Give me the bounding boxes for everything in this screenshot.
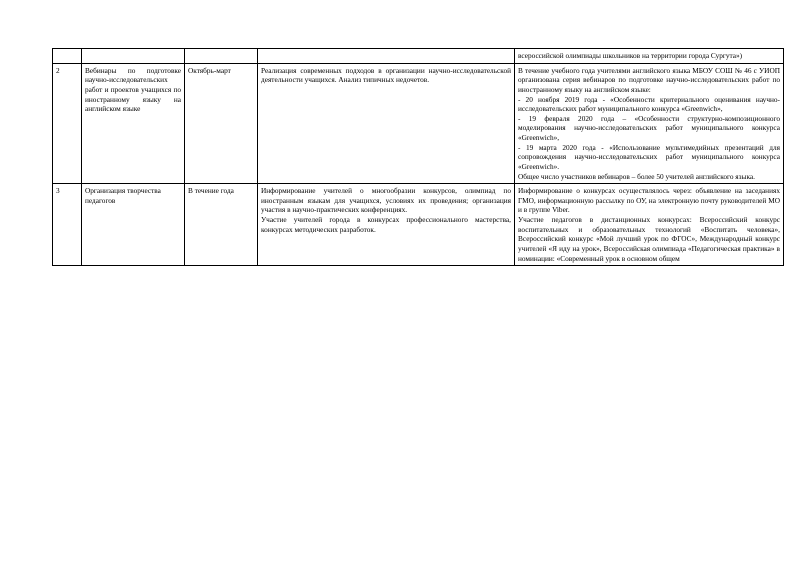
cell-date: В течение года (185, 184, 258, 266)
activities-table (52, 48, 784, 266)
cell-number: 2 (53, 63, 82, 184)
table-row (53, 184, 784, 266)
cell-description (258, 49, 515, 64)
cell-result: всероссийской олимпиады школьников на территории города Сургута») (515, 49, 784, 64)
cell-date: Октябрь-март (185, 63, 258, 184)
cell-description: Информирование учителей о многообразии конкурсов, олимпиад по иностранным языкам для учащихся, условиях их проведения; организация участия в научно-практических конференциях. Участие учителей города в конкурсах профессионального мастерства, конкурсах методических разработок. (258, 184, 515, 266)
cell-activity-name: Организация творчества педагогов (82, 184, 185, 266)
cell-number: 3 (53, 184, 82, 266)
cell-result: В течение учебного года учителями английского языка МБОУ СОШ № 46 с УИОП организована серия вебинаров по подготовке научно-исследовательских работ по иностранному языку на английском языке: - 20 ноября 2019 года - «Особенности критериального оценивания научно-исследовательских работ муниципального конкурса «Greenwich», - 19 февраля 2020 года – «Особенности структурно-композиционного моделирования научно-исследовательских работ муниципального конкурса «Greenwich», - 19 марта 2020 года - «Использование мультимедийных презентаций для сопровождения научно-исследовательских работ муниципального конкурса «Greenwich». Общее число участников вебинаров – более 50 учителей английского языка. (515, 63, 784, 184)
cell-number (53, 49, 82, 64)
cell-activity-name: Вебинары по подготовке научно-исследовательских работ и проектов учащихся по иностранному языку на английском языке (82, 63, 185, 184)
cell-result: Информирование о конкурсах осуществлялось через: объявление на заседаниях ГМО, информационную рассылку по ОУ, на электронную почту руководителей МО и в группе Viber. Участие педагогов в дистанционных конкурсах: Всероссийский конкурс воспитательных и образовательных технологий «Воспитать человека», Всероссийский конкурс «Мой лучший урок по ФГОС», Международный конкурс учителей «Я иду на урок», Всероссийская олимпиада «Педагогическая практика» в номинации: «Современный урок в основном общем (515, 184, 784, 266)
table-row (53, 49, 784, 64)
table-row (53, 63, 784, 184)
cell-date (185, 49, 258, 64)
cell-description: Реализация современных подходов в организации научно-исследовательской деятельности учащихся. Анализ типичных недочетов. (258, 63, 515, 184)
cell-activity-name (82, 49, 185, 64)
